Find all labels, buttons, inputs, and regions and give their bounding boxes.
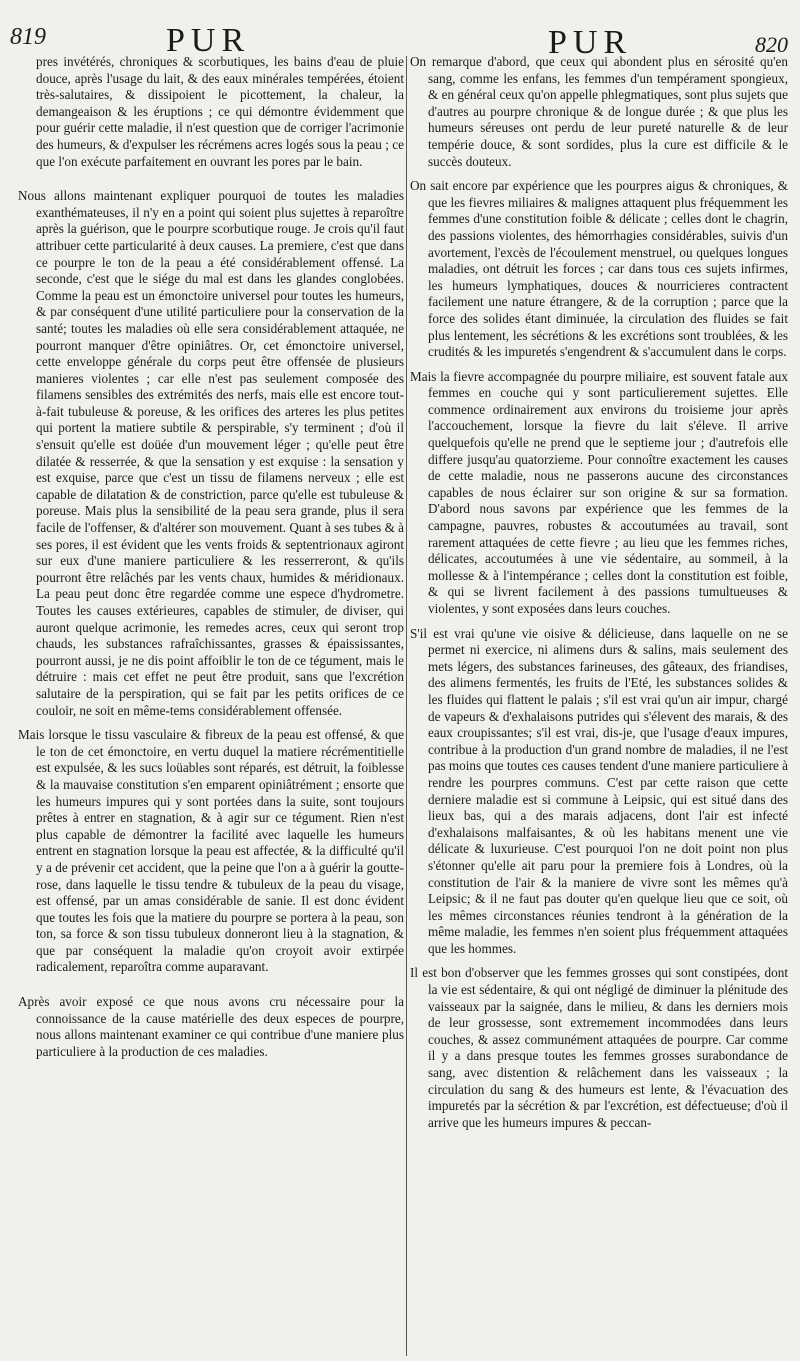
paragraph: On sait encore par expérience que les pourpres aigus & chroniques, & que les fievres miliaires & malignes attaquent plus fréquemment les femmes d'une constitution foible & délicate ; celles dont le chagrin, des passions violentes, des hémorrhagies considérables, suivis d'un avortement, l'excès de l'écoulement menstruel, ou quelques longues maladies, ont détruit les forces ; car dans tous ces sujets infirmes, les humeurs lymphatiques, douces & nourricieres contractent facilement une nature étrangere, & de la corruption ; parce que la force des solides étant diminuée, la circulation des fluides se fait plus lentement, les sécrétions & les excrétions sont troublées, & les crudités & les impuretés s'engendrent & s'accumulent dans le corps. <box>410 178 788 360</box>
column-divider <box>406 56 407 1356</box>
paragraph: pres invétérés, chroniques & scorbutiques, les bains d'eau de pluie douce, après l'usage du lait, & des eaux minérales tempérées, étoient très-salutaires, & dissipoient le picottement, la chaleur, la demangeaison & les éruptions ; ce qui démontre évidemment que pour guérir cette maladie, il n'est question que de corriger l'acrimonie des humeurs, & d'expulser les récrémens acres logés sous la peau ; ce que l'on exécute parfaitement en ouvrant les pores par le bain. <box>36 54 404 169</box>
right-column <box>410 54 788 1354</box>
page-number-right: 820 <box>755 32 788 57</box>
paragraph: Il est bon d'observer que les femmes grosses qui sont constipées, dont la vie est sédentaire, & qui ont négligé de diminuer la plénitude des vaisseaux par la saignée, dans le milieu, & dans les derniers mois de leur grossesse, sont extremement incommodées dans leurs couches, & assez communément attaquées de pourpre. Car comme il y a dans presque toutes les femmes grosses surabondance de sang, avec distention & relâchement dans les vaisseaux ; la circulation du sang & des humeurs est lente, & l'évacuation des impuretés par la sécrétion & par l'excrétion, est défectueuse; d'où il arrive que les humeurs impures & peccan- <box>410 965 788 1130</box>
paragraph: Nous allons maintenant expliquer pourquoi de toutes les maladies exanthémateuses, il n'y en a point qui soient plus sujettes à reparoître après la guérison, que le pourpre scorbutique rouge. Je crois qu'il faut attribuer cette particularité à deux causes. La premiere, c'est que dans ce pourpre le ton de la peau a été considérablement offensé. La seconde, c'est que le siége du mal est dans les glandes conglobées. Comme la peau est un émonctoire universel pour toutes les humeurs, & par conséquent d'une utilité particuliere pour la conservation de la santé; toutes les maladies où elle sera considérablement attaquée, ne pourront manquer d'être opiniâtres. Or, cet émonctoire universel, cette enveloppe générale du corps peut être offensée de plusieurs manieres violentes ; car elle n'est pas seulement composée des filamens sensibles des extrémités des nerfs, mais elle est encore tout-à-fait tubuleuse & poreuse, & les orifices des arteres les plus petites qui portent la matiere subtile & perspirable, s'y terminent ; d'où il s'ensuit qu'elle est doüée d'un mouvement léger ; qu'elle peut être dilatée & resserrée, & que la sensation y est exquise : la sensation y est exquise, parce que c'est un tissu de filamens nerveux ; elle est capable de dilatation & de constriction, parce qu'elle est tubuleuse & poreuse. Mais plus la sensibilité de la peau sera grande, plus il sera facile de l'offenser, & d'altérer son mouvement. Quant à ses tubes & à ses pores, il est évident que les vents froids & septentrionaux agiront sur eux d'une maniere particuliere & les resserreront, & qu'ils pourront être relâchés par les vents chaux, humides & méridionaux. La peau peut donc être regardée comme une espece d'hydrometre. Toutes les causes extérieures, capables de stimuler, de diviser, qui auront quelque acrimonie, les remedes acres, ceux qui seront trop chauds, les substances rafraîchissantes, grasses & épaississantes, pourront aussi, je ne dis point affoiblir le ton de ce tégument, mais le détruire : mais cet effet ne peut être produit, sans que l'excrétion salutaire de la perspiration, qui se fait par les petits orifices de ce couloir, ne soit en même-tems considérablement offensée. <box>18 188 404 718</box>
page-header <box>0 10 800 61</box>
paragraph: Après avoir exposé ce que nous avons cru nécessaire pour la connoissance de la cause matérielle des deux especes de pourpre, nous allons maintenant examiner ce qui contribue d'une maniere plus particuliere à la production de ces maladies. <box>18 994 404 1059</box>
paragraph: S'il est vrai qu'une vie oisive & délicieuse, dans laquelle on ne se permet ni exercice, ni alimens durs & salins, mais seulement des mets légers, des substances farineuses, des gâteaux, des friandises, des alimens fermentés, les fruits de l'Eté, les substances solides & les fluides qui flattent le palais ; s'il est vrai qu'un air impur, chargé de vapeurs & d'exhalaisons putrides qui s'élevent des marais, & des eaux croupissantes; s'il est vrai, dis-je, que l'usage d'eaux impures, contribue à la production d'un grand nombre de maladies, il ne l'est pas moins que toutes ces causes tendent d'une maniere particuliere à rendre les pourpres communs. C'est par cette raison que cette derniere maladie est si commune à Leipsic, qui est situé dans des lieux bas, qui a des marais adjacens, dont l'air est infecté d'exhalaisons malfaisantes, & où les habitans menent une vie délicate & luxurieuse. C'est pourquoi l'on ne doit point non plus s'étonner qu'elle ait paru pour la premiere fois à Londres, où la constitution de l'air & la maniere de vivre sont les mêmes qu'à Leipsic; & il ne faut pas douter qu'en quelque lieu que ce soit, où les mêmes circonstances réunies tendront à la génération de la même maladie, les femmes n'en soient plus fréquemment attaquées que les hommes. <box>410 625 788 956</box>
paragraph: Mais lorsque le tissu vasculaire & fibreux de la peau est offensé, & que le ton de cet émonctoire, en vertu duquel la matiere récrémentitielle est expulsée, & les sucs loüables sont réparés, est détruit, la foiblesse & la mauvaise constitution s'en emparent opiniâtrément ; ensorte que les humeurs impures qui y sont portées dans la suite, sont toujours prêtes à entrer en stagnation, & à agir sur ce tégument. Rien n'est plus capable de démontrer la facilité avec laquelle les humeurs entrent en stagnation lorsque la peau est affectée, & la difficulté qu'il y a de prévenir cet accident, que la peine que l'on a à guérir la goutte-rose, dans laquelle le tissu tendre & tubuleux de la peau du visage, est offensé, par un amas considérable de sanie. Il est donc évident que toutes les fois que la matiere du pourpre se portera à la peau, son ton, sa force & son tissu tubuleux donneront lieu à la stagnation, & que par conséquent la maladie qu'on croyoit avoir extirpée radicalement, reparoîtra comme auparavant. <box>18 727 404 975</box>
left-column <box>18 54 404 1354</box>
running-head-right: PUR <box>548 24 633 61</box>
running-head-left: PUR <box>166 22 251 59</box>
page-number-left: 819 <box>10 24 46 50</box>
paragraph: Mais la fievre accompagnée du pourpre miliaire, est souvent fatale aux femmes en couche qui y sont particulierement sujettes. Elle commence ordinairement aux environs du troisieme jour après l'accouchement, lorsque la fievre du lait s'éleve. Il arrive quelquefois qu'elle ne prend que le septieme jour ; d'autrefois elle differe jusqu'au quatorzieme. Pour connoître exactement les causes de cette maladie, nous ne passerons aucune des circonstances capables de nous éclairer sur son origine & sur sa formation. D'abord nous savons par expérience que les femmes de la campagne, pauvres, robustes & accoutumées au travail, sont rarement attaquées de cette fievre ; au lieu que les femmes riches, délicates, accoutumées à une vie sédentaire, au sommeil, à la mollesse & à l'intempérance ; celles dont la constitution est foible, & qui se livrent facilement à des passions tumultueuses & violentes, y sont exposées dans leurs couches. <box>410 368 788 616</box>
paragraph: On remarque d'abord, que ceux qui abondent plus en sérosité qu'en sang, comme les enfans, les femmes d'un tempérament spongieux, & en général ceux qu'on appelle phlegmatiques, sont plus sujets que d'autres au pourpre chronique & de longue durée ; & que plus les humeurs séreuses ont perdu de leur pureté naturelle & de leur tempérie douce, & sont sordides, plus la cure est difficile & le succès douteux. <box>410 54 788 169</box>
